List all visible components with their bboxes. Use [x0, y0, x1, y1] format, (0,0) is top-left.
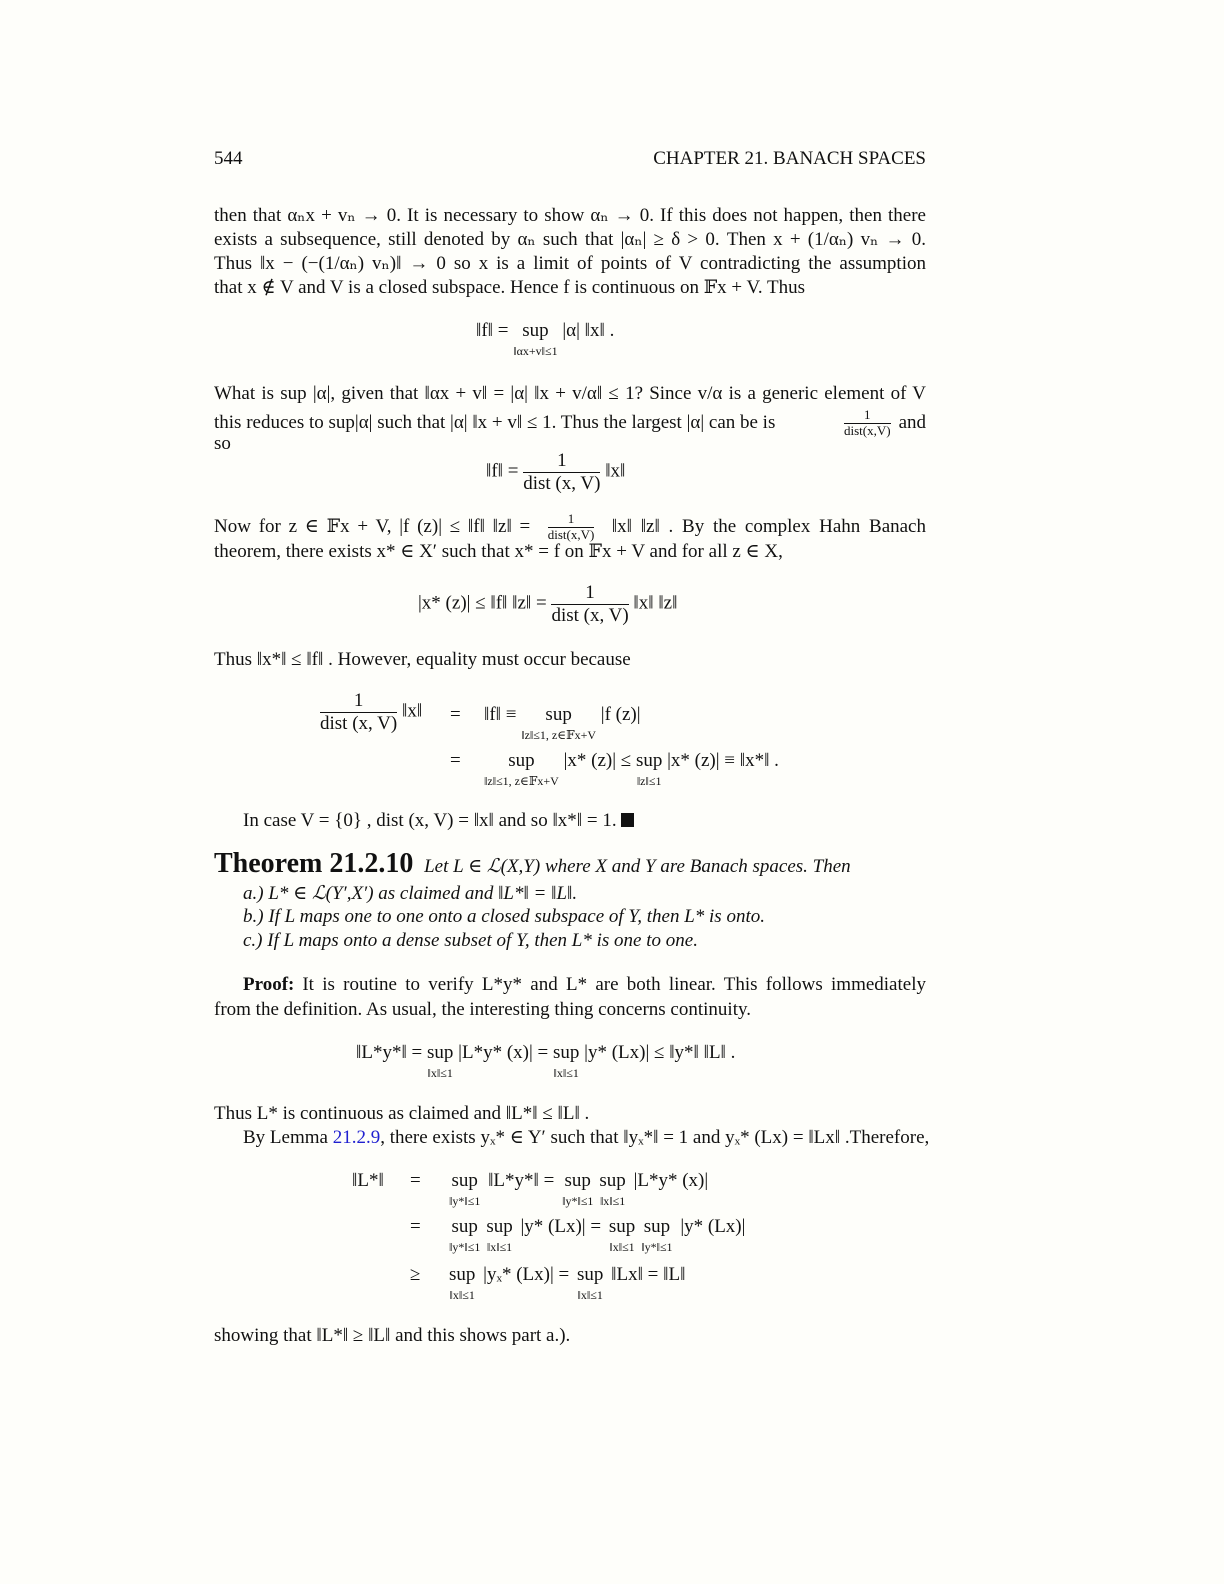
- text-line: [243, 974, 926, 996]
- eq-relation: =: [410, 1216, 421, 1237]
- eq-text: ‖f‖ =: [486, 460, 524, 482]
- eq-text: ‖L*y*‖ =: [483, 1170, 560, 1191]
- sup-text: sup: [451, 1170, 478, 1191]
- text-segment: and: [898, 412, 926, 434]
- sup-limit: ‖x‖≤1: [599, 1194, 626, 1208]
- eq-lhs: [320, 690, 422, 735]
- sup-text: sup: [522, 320, 549, 341]
- eq-text: ‖x‖ ‖z‖: [633, 592, 678, 614]
- eq-text: |yₓ* (Lx)| =: [478, 1264, 574, 1285]
- eq-text: |y* (Lx)|: [675, 1216, 746, 1237]
- text-line: Thus L* is continuous as claimed and ‖L*‖ ≤ ‖L‖ .: [214, 1103, 590, 1124]
- sup-operator: [641, 1216, 672, 1254]
- eq-relation: =: [450, 750, 461, 771]
- text-line: so: [214, 433, 231, 454]
- fraction: [320, 690, 397, 735]
- sup-operator: [553, 1042, 579, 1080]
- sup-limit: ‖x‖≤1: [577, 1288, 603, 1302]
- fraction-numerator: 1: [844, 408, 891, 424]
- fraction-denominator: dist (x, V): [523, 472, 601, 494]
- theorem-part-c: c.) If L maps onto a dense subset of Y, then L* is one to one.: [243, 930, 698, 951]
- sup-operator: [609, 1216, 635, 1254]
- sup-operator: [449, 1264, 475, 1302]
- eq-text: |y* (Lx)| =: [515, 1216, 606, 1237]
- equation-norm-f-dist: [486, 450, 625, 495]
- eq-lhs: ‖L*‖: [352, 1170, 384, 1191]
- text-line: [243, 1126, 930, 1149]
- sup-text: sup: [451, 1216, 478, 1237]
- sup-text: sup: [599, 1170, 626, 1191]
- sup-limit: ‖x‖≤1: [427, 1066, 453, 1080]
- text-segment: ‖x‖ ‖z‖ . By the complex Hahn Banach: [611, 516, 926, 538]
- sup-limit: ‖x‖≤1: [609, 1240, 635, 1254]
- fraction-denominator: dist (x, V): [320, 712, 398, 734]
- equation-lstar-ystar: [356, 1042, 735, 1080]
- sup-text: sup: [427, 1042, 454, 1063]
- sup-operator: [636, 750, 662, 788]
- fraction: [551, 582, 628, 627]
- eq-relation: ≥: [410, 1264, 421, 1285]
- fraction-numerator: 1: [548, 512, 595, 528]
- text-line: from the definition. As usual, the interesting thing concerns continuity.: [214, 999, 752, 1020]
- fraction-denominator: dist(x,V): [843, 422, 891, 438]
- sup-limit: ‖x‖≤1: [553, 1066, 579, 1080]
- lemma-link[interactable]: 21.2.9: [332, 1127, 381, 1148]
- eq-text: |L*y* (x)|: [628, 1170, 709, 1191]
- sup-operator: [427, 1042, 453, 1080]
- sup-text: sup: [553, 1042, 580, 1063]
- eq-text: ‖x‖: [397, 700, 423, 722]
- text-segment: By Lemma: [243, 1127, 333, 1148]
- theorem-label: Theorem 21.2.10: [214, 848, 414, 879]
- theorem-part-a: a.) L* ∈ ℒ(Y′,X′) as claimed and ‖L*‖ = ‖L‖.: [243, 883, 578, 904]
- fraction-numerator: 1: [523, 450, 600, 473]
- sup-operator: [599, 1170, 625, 1208]
- sup-operator: [486, 1216, 512, 1254]
- equation-xstar-bound: [418, 582, 677, 627]
- eq-text: |x* (z)| ≡ ‖x*‖ .: [667, 750, 779, 771]
- text-line: then that αₙx + vₙ → 0. It is necessary to show αₙ → 0. If this does not happen, then there: [214, 205, 926, 226]
- eq-relation: =: [410, 1170, 421, 1191]
- theorem-part-b: b.) If L maps one to one onto a closed subspace of Y, then L* is onto.: [243, 906, 765, 927]
- eq-relation: =: [450, 704, 461, 725]
- sup-text: sup: [545, 704, 572, 725]
- sup-text: sup: [577, 1264, 604, 1285]
- sup-limit: ‖x‖≤1: [449, 1288, 475, 1302]
- text-line: [214, 512, 926, 543]
- sup-operator: [577, 1264, 603, 1302]
- theorem-heading-line: [214, 848, 851, 880]
- eq-text: |x* (z)| ≤ ‖f‖ ‖z‖ =: [418, 592, 552, 614]
- eq-row-2: [446, 1216, 745, 1254]
- sup-limit: ‖z‖≤1, z∈𝔽x+V: [484, 774, 559, 788]
- sup-limit: ‖y*‖≤1: [562, 1194, 594, 1208]
- qed-square-icon: [621, 813, 634, 827]
- sup-text: sup: [449, 1264, 476, 1285]
- text-segment: It is routine to verify L*y* and L* are both linear. This follows immediately: [302, 974, 926, 995]
- text-segment: this reduces to sup|α| such that |α| ‖x + v‖ ≤ 1. Thus the largest |α| can be is: [214, 412, 776, 434]
- sup-text: sup: [643, 1216, 671, 1237]
- text-segment: Now for z ∈ 𝔽x + V, |f (z)| ≤ ‖f‖ ‖z‖ =: [214, 516, 531, 538]
- text-line: theorem, there exists x* ∈ X′ such that x* = f on 𝔽x + V and for all z ∈ X,: [214, 541, 783, 562]
- eq-text: |L*y* (x)| =: [458, 1042, 553, 1063]
- sup-operator: [449, 1216, 480, 1254]
- sup-text: sup: [486, 1216, 513, 1237]
- sup-operator: [484, 750, 559, 788]
- sup-text: sup: [608, 1216, 636, 1237]
- sup-text: sup: [564, 1170, 591, 1191]
- eq-text: ‖f‖ =: [476, 320, 514, 341]
- fraction-denominator: dist (x, V): [551, 604, 629, 626]
- theorem-statement: Let L ∈ ℒ(X,Y) where X and Y are Banach spaces. Then: [424, 856, 851, 877]
- sup-operator: [513, 320, 557, 358]
- eq-text: |y* (Lx)| ≤ ‖y*‖ ‖L‖ .: [584, 1042, 736, 1063]
- fraction-denominator: dist(x,V): [547, 526, 595, 542]
- text-segment: , there exists yₓ* ∈ Y′ such that ‖yₓ*‖ = 1 and yₓ* (Lx) = ‖Lx‖ .Therefore,: [380, 1127, 930, 1148]
- sup-limit: ‖z‖≤1: [636, 774, 662, 788]
- sup-limit: ‖y*‖≤1: [449, 1240, 481, 1254]
- text-segment: In case V = {0} , dist (x, V) = ‖x‖ and so ‖x*‖ = 1.: [243, 810, 617, 831]
- eq-row-2: [484, 750, 779, 788]
- equation-norm-f-sup: [476, 320, 614, 358]
- eq-text: ‖L*y*‖ =: [356, 1042, 427, 1063]
- sup-limit: ‖y*‖≤1: [449, 1194, 481, 1208]
- eq-text: ‖f‖ ≡: [484, 704, 522, 725]
- text-line: showing that ‖L*‖ ≥ ‖L‖ and this shows part a.).: [214, 1325, 571, 1346]
- sup-operator: [449, 1170, 480, 1208]
- text-line: [243, 810, 634, 832]
- eq-row-1: [484, 704, 641, 742]
- sup-text: sup: [635, 750, 663, 771]
- eq-text: |f (z)|: [600, 704, 641, 725]
- text-line: Thus ‖x − (−(1/αₙ) vₙ)‖ → 0 so x is a limit of points of V contradicting the assumption: [214, 253, 926, 274]
- eq-row-3: [446, 1264, 685, 1302]
- text-line: exists a subsequence, still denoted by αₙ such that |αₙ| ≥ δ > 0. Then x + (1/αₙ) vₙ → 0.: [214, 229, 926, 250]
- sup-limit: ‖αx+v‖≤1: [513, 344, 558, 358]
- eq-text: ‖x‖: [605, 460, 626, 482]
- sup-limit: ‖z‖≤1, z∈𝔽x+V: [521, 728, 597, 742]
- fraction: [523, 450, 600, 495]
- fraction: [548, 512, 595, 543]
- fraction-numerator: 1: [551, 582, 628, 605]
- text-line: Thus ‖x*‖ ≤ ‖f‖ . However, equality must occur because: [214, 649, 631, 670]
- proof-label: Proof:: [243, 974, 295, 995]
- text-line: that x ∉ V and V is a closed subspace. Hence f is continuous on 𝔽x + V. Thus: [214, 277, 805, 298]
- fraction-numerator: 1: [320, 690, 397, 713]
- sup-operator: [521, 704, 596, 742]
- page-number: 544: [214, 148, 243, 169]
- text-line: What is sup |α|, given that ‖αx + v‖ = |α| ‖x + v/α‖ ≤ 1? Since v/α is a generic element of V: [214, 383, 926, 404]
- sup-text: sup: [508, 750, 535, 771]
- eq-row-1: [446, 1170, 708, 1208]
- sup-limit: ‖x‖≤1: [486, 1240, 513, 1254]
- sup-limit: ‖y*‖≤1: [641, 1240, 673, 1254]
- sup-operator: [562, 1170, 593, 1208]
- eq-text: |α| ‖x‖ .: [562, 320, 615, 341]
- running-title: CHAPTER 21. BANACH SPACES: [653, 148, 926, 169]
- eq-text: |x* (z)| ≤: [563, 750, 636, 771]
- eq-text: ‖Lx‖ = ‖L‖: [606, 1264, 686, 1285]
